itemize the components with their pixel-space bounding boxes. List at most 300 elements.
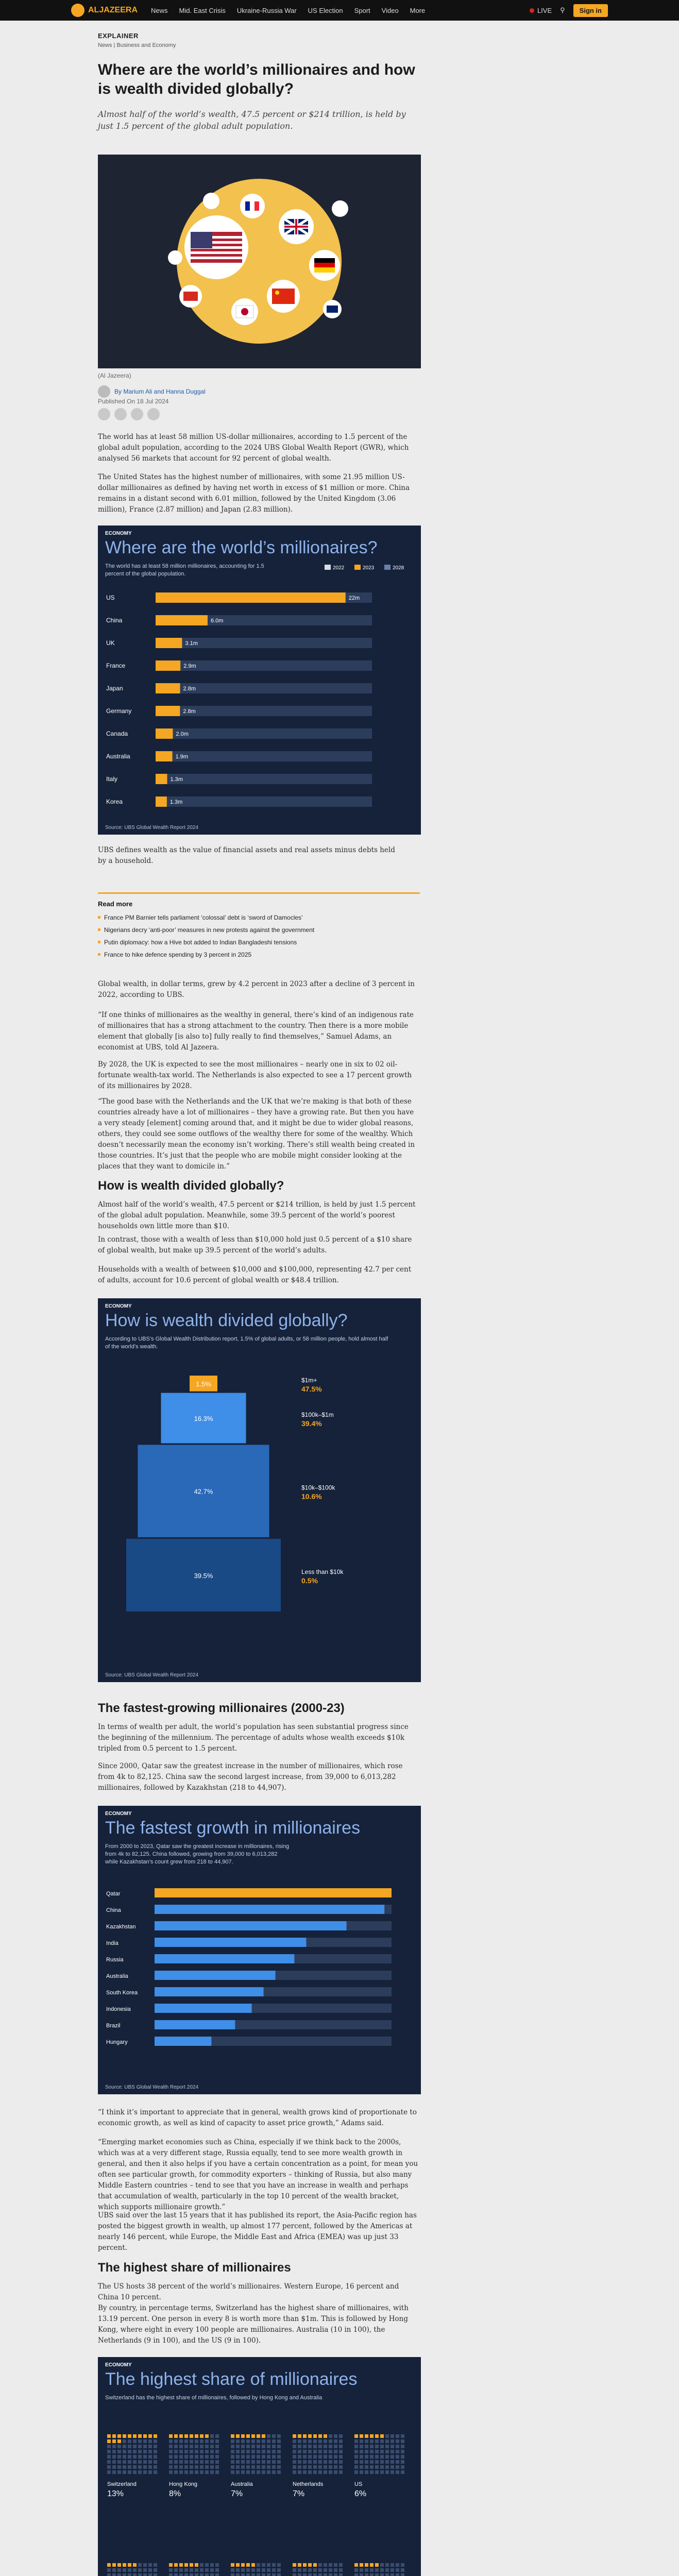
share-cell <box>354 2465 358 2469</box>
share-cell <box>143 2445 147 2448</box>
share-cell <box>190 2450 193 2453</box>
share-cell <box>246 2568 250 2572</box>
bar-value-label: 1.9m <box>175 754 189 760</box>
share-cell <box>318 2470 322 2474</box>
share-cell <box>154 2439 157 2443</box>
share-cell <box>236 2455 240 2459</box>
share-cell <box>354 2568 358 2572</box>
nav-item[interactable]: Video <box>381 6 399 14</box>
share-cell <box>339 2470 343 2474</box>
share-cell <box>184 2434 188 2438</box>
share-cell <box>133 2450 137 2453</box>
share-cell <box>365 2573 368 2576</box>
share-cell <box>231 2573 234 2576</box>
share-cell <box>174 2434 178 2438</box>
infographic-title: The highest share of millionaires <box>105 2369 358 2389</box>
share-cell <box>251 2470 255 2474</box>
share-cell <box>154 2450 157 2453</box>
share-cell <box>107 2460 111 2464</box>
share-cell <box>107 2573 111 2576</box>
share-country-label: Hong Kong <box>169 2481 198 2487</box>
share-cell <box>112 2434 116 2438</box>
share-cell <box>241 2450 245 2453</box>
infographic-highest-share <box>98 2357 421 2576</box>
share-cell <box>210 2465 214 2469</box>
bar <box>155 1888 392 1897</box>
share-cell <box>231 2434 234 2438</box>
related-title: Read more <box>98 900 133 908</box>
share-cell <box>272 2455 276 2459</box>
share-cell <box>257 2573 260 2576</box>
share-cell <box>303 2439 307 2443</box>
share-cell <box>308 2465 312 2469</box>
byline <box>98 385 206 398</box>
live-label: LIVE <box>537 6 552 14</box>
nav-item[interactable]: US Election <box>308 6 343 14</box>
share-cell <box>324 2445 327 2448</box>
share-cell <box>169 2450 173 2453</box>
nav-item[interactable]: News <box>151 6 168 14</box>
bar-category-label: China <box>106 617 123 624</box>
share-cell <box>396 2445 399 2448</box>
share-cell <box>205 2568 209 2572</box>
bar-category-label: Italy <box>106 775 118 783</box>
bar-value-label: 1.3m <box>169 799 183 805</box>
share-cell <box>365 2465 368 2469</box>
share-cell <box>190 2439 193 2443</box>
infographic-subtitle: Switzerland has the highest share of millionaires, followed by Hong Kong and Australia <box>105 2395 322 2401</box>
brand-name: ALJAZEERA <box>88 6 138 14</box>
share-cell <box>148 2434 152 2438</box>
share-cell <box>329 2568 332 2572</box>
body-paragraph: “If one thinks of millionaires as the wealthy in general, there’s kind of an indigenous rate of millionaires that has a strong attachment to the country. Then there is a more mobile element that globally [is also to] fully really to find themselves,” Samuel Adams, an economist at UBS, told Al Jazeera. <box>98 1011 414 1052</box>
share-cell <box>143 2450 147 2453</box>
share-cell <box>298 2445 301 2448</box>
share-cell <box>375 2450 379 2453</box>
share-cell <box>138 2434 142 2438</box>
share-cell <box>117 2434 121 2438</box>
share-cell <box>277 2455 281 2459</box>
share-cell <box>138 2455 142 2459</box>
share-cell <box>148 2460 152 2464</box>
share-cell <box>117 2568 121 2572</box>
related-link[interactable]: Putin diplomacy: how a Hive bot added to Indian Bangladeshi tensions <box>98 936 420 948</box>
bar-chart <box>98 526 421 835</box>
bar-category-label: Canada <box>106 730 128 737</box>
share-cell <box>174 2563 178 2567</box>
share-cell <box>236 2465 240 2469</box>
share-cell <box>107 2568 111 2572</box>
page-title: Where are the world’s millionaires and how is wealth divided globally? <box>98 61 415 97</box>
related-link[interactable]: France to hike defence spending by 3 percent in 2025 <box>98 948 420 961</box>
bar <box>155 2020 235 2029</box>
share-cell <box>401 2445 404 2448</box>
share-cell <box>303 2434 307 2438</box>
pyramid-level-label: $100k–$1m <box>301 1411 334 1418</box>
live-link[interactable] <box>530 7 552 14</box>
share-cell <box>241 2568 245 2572</box>
share-cell <box>190 2434 193 2438</box>
share-cell <box>401 2434 404 2438</box>
share-cell <box>380 2573 384 2576</box>
share-cell <box>293 2439 296 2443</box>
share-cell <box>133 2465 137 2469</box>
share-cell <box>184 2450 188 2453</box>
share-cell <box>241 2465 245 2469</box>
related-link[interactable]: Nigerians decry ‘anti-poor’ measures in new protests against the government <box>98 924 420 936</box>
share-cell <box>123 2470 126 2474</box>
share-cell <box>267 2445 270 2448</box>
share-cell <box>128 2470 131 2474</box>
share-cell <box>385 2568 389 2572</box>
share-cell <box>257 2563 260 2567</box>
share-cell <box>308 2460 312 2464</box>
pyramid-wealth-share: 0.5% <box>301 1576 318 1585</box>
share-cell <box>380 2455 384 2459</box>
share-cell <box>396 2439 399 2443</box>
share-cell <box>123 2439 126 2443</box>
share-cell <box>318 2563 322 2567</box>
share-cell <box>298 2470 301 2474</box>
share-cell <box>334 2568 337 2572</box>
share-cell <box>257 2568 260 2572</box>
share-cell <box>396 2455 399 2459</box>
share-country-label: Australia <box>231 2481 253 2487</box>
share-cell <box>200 2455 203 2459</box>
infographic-title: Where are the world’s millionaires? <box>105 538 378 557</box>
share-cell <box>298 2573 301 2576</box>
share-cell <box>107 2445 111 2448</box>
share-cell <box>375 2568 379 2572</box>
share-cell <box>385 2465 389 2469</box>
share-cell <box>329 2465 332 2469</box>
share-cell <box>107 2465 111 2469</box>
share-cell <box>205 2434 209 2438</box>
share-cell <box>179 2434 183 2438</box>
share-cell <box>215 2460 219 2464</box>
share-cell <box>370 2434 374 2438</box>
share-cell <box>375 2573 379 2576</box>
share-cell <box>123 2434 126 2438</box>
share-cell <box>257 2455 260 2459</box>
share-cell <box>117 2465 121 2469</box>
share-cell <box>257 2460 260 2464</box>
share-cell <box>251 2434 255 2438</box>
share-cell <box>205 2455 209 2459</box>
share-cell <box>385 2573 389 2576</box>
growth-bar-chart <box>98 1806 421 2094</box>
share-cell <box>112 2445 116 2448</box>
search-icon[interactable]: ⚲ <box>560 6 565 14</box>
body-paragraph: UBS defines wealth as the value of financial assets and real assets minus debts held by a household. <box>98 846 395 865</box>
share-cell <box>169 2470 173 2474</box>
share-cell <box>154 2573 157 2576</box>
share-cell <box>200 2450 203 2453</box>
share-cell <box>277 2465 281 2469</box>
share-cell <box>293 2563 296 2567</box>
bar <box>155 1905 384 1914</box>
infographic-wealth-pyramid <box>98 1298 421 1682</box>
share-cell <box>318 2460 322 2464</box>
share-cell <box>262 2455 265 2459</box>
share-cell <box>123 2455 126 2459</box>
share-cell <box>365 2470 368 2474</box>
nav-item[interactable]: More <box>410 6 426 14</box>
share-cell <box>339 2439 343 2443</box>
share-cell <box>138 2460 142 2464</box>
share-cell <box>154 2455 157 2459</box>
share-cell <box>370 2573 374 2576</box>
infographic-millionaires-by-country <box>98 526 421 835</box>
share-cell <box>148 2568 152 2572</box>
share-cell <box>231 2450 234 2453</box>
top-navigation-bar <box>0 0 679 21</box>
share-cell <box>272 2434 276 2438</box>
share-cell <box>128 2563 131 2567</box>
pyramid-level-label: Less than $10k <box>301 1568 344 1575</box>
share-cell <box>313 2470 317 2474</box>
share-cell <box>303 2460 307 2464</box>
share-cell <box>303 2470 307 2474</box>
brand-logo[interactable] <box>71 4 138 17</box>
x-share-icon[interactable] <box>114 408 127 420</box>
share-cell <box>123 2573 126 2576</box>
share-cell <box>231 2568 234 2572</box>
share-cell <box>133 2470 137 2474</box>
share-cell <box>231 2465 234 2469</box>
share-cell <box>246 2563 250 2567</box>
share-cell <box>190 2573 193 2576</box>
share-cell <box>241 2434 245 2438</box>
share-cell <box>205 2445 209 2448</box>
share-cell <box>148 2455 152 2459</box>
share-cell <box>123 2563 126 2567</box>
share-cell <box>107 2455 111 2459</box>
share-cell <box>401 2470 404 2474</box>
bar-value-label: 6.0m <box>210 618 224 624</box>
share-cell <box>303 2450 307 2453</box>
share-cell <box>365 2568 368 2572</box>
share-cell <box>380 2470 384 2474</box>
share-cell <box>365 2439 368 2443</box>
share-cell <box>391 2470 394 2474</box>
share-cell <box>174 2465 178 2469</box>
share-cell <box>298 2455 301 2459</box>
share-cell <box>133 2568 137 2572</box>
facebook-share-icon[interactable] <box>98 408 110 420</box>
nav-item[interactable]: Mid. East Crisis <box>179 6 226 14</box>
bar <box>155 1987 264 1996</box>
share-cell <box>231 2439 234 2443</box>
share-cell <box>190 2568 193 2572</box>
share-cell <box>391 2439 394 2443</box>
section-heading: The fastest-growing millionaires (2000-23) <box>98 1701 345 1715</box>
share-cell <box>179 2460 183 2464</box>
share-cell <box>128 2465 131 2469</box>
share-cell <box>329 2445 332 2448</box>
share-cell <box>179 2470 183 2474</box>
share-cell <box>128 2573 131 2576</box>
share-cell <box>391 2450 394 2453</box>
bar <box>155 1971 276 1980</box>
share-value-label: 7% <box>231 2489 243 2498</box>
bar <box>156 638 182 648</box>
share-cell <box>138 2573 142 2576</box>
share-cell <box>313 2445 317 2448</box>
bar <box>156 683 180 693</box>
article-kicker: EXPLAINER <box>98 32 139 40</box>
share-cell <box>277 2460 281 2464</box>
share-cell <box>128 2568 131 2572</box>
share-cell <box>241 2460 245 2464</box>
share-cell <box>272 2460 276 2464</box>
infographic-subtitle: According to UBS’s Global Wealth Distribution report, 1.5% of global adults, or 58 million people, hold almost half of the world’s wealth. <box>105 1336 388 1350</box>
share-cell <box>298 2434 301 2438</box>
pyramid-wealth-share: 39.4% <box>301 1419 322 1428</box>
share-cell <box>174 2455 178 2459</box>
share-cell <box>303 2465 307 2469</box>
share-cell <box>293 2445 296 2448</box>
share-cell <box>257 2434 260 2438</box>
share-cell <box>318 2445 322 2448</box>
related-link[interactable]: France PM Barnier tells parliament ‘colossal’ debt is ‘sword of Damocles’ <box>98 911 420 924</box>
share-cell <box>210 2568 214 2572</box>
share-cell <box>293 2470 296 2474</box>
share-value-label: 7% <box>293 2489 305 2498</box>
share-cell <box>190 2470 193 2474</box>
share-cell <box>128 2460 131 2464</box>
pyramid-adults-share: 42.7% <box>194 1487 213 1496</box>
sign-in-button[interactable]: Sign in <box>573 4 608 17</box>
share-cell <box>298 2439 301 2443</box>
share-cell <box>112 2450 116 2453</box>
share-cell <box>231 2455 234 2459</box>
share-cell <box>375 2455 379 2459</box>
share-country-label: US <box>354 2481 363 2487</box>
body-paragraph: By 2028, the UK is expected to see the most millionaires – nearly one in six to 02 oil-fortunate wealth-tax world. The Netherlands is also expected to see a 17 percent growth of its millionaires by 2028. <box>98 1060 412 1090</box>
share-cell <box>246 2445 250 2448</box>
share-cell <box>246 2470 250 2474</box>
share-cell <box>370 2460 374 2464</box>
share-cell <box>354 2563 358 2567</box>
share-cell <box>200 2460 203 2464</box>
share-cell <box>210 2445 214 2448</box>
whatsapp-share-icon[interactable] <box>131 408 143 420</box>
bar-category-label: India <box>106 1940 118 1946</box>
share-cell <box>391 2568 394 2572</box>
body-paragraph: Global wealth, in dollar terms, grew by 4.2 percent in 2023 after a decline of 3 percent in 2022, according to UBS. <box>98 980 415 999</box>
share-cell <box>401 2563 404 2567</box>
related-links <box>98 892 420 961</box>
share-cell <box>380 2445 384 2448</box>
share-cell <box>354 2470 358 2474</box>
copy-link-icon[interactable] <box>147 408 160 420</box>
share-cell <box>215 2450 219 2453</box>
share-cell <box>380 2450 384 2453</box>
share-cell <box>262 2460 265 2464</box>
infographic-source: Source: UBS Global Wealth Report 2024 <box>105 1672 199 1678</box>
share-cell <box>354 2455 358 2459</box>
share-cell <box>262 2573 265 2576</box>
share-cell <box>143 2563 147 2567</box>
share-cell <box>251 2439 255 2443</box>
pyramid-adults-share: 1.5% <box>196 1380 211 1388</box>
share-cell <box>257 2445 260 2448</box>
share-cell <box>138 2450 142 2453</box>
share-cell <box>143 2465 147 2469</box>
share-cell <box>117 2470 121 2474</box>
share-cell <box>236 2450 240 2453</box>
author-names[interactable]: By Marium Ali and Hanna Duggal <box>114 388 206 395</box>
bar <box>156 706 180 716</box>
share-cell <box>117 2450 121 2453</box>
share-cell <box>128 2455 131 2459</box>
hero-image <box>98 155 421 368</box>
share-cell <box>117 2573 121 2576</box>
bar-category-label: US <box>106 594 115 601</box>
share-cell <box>401 2439 404 2443</box>
share-cell <box>339 2445 343 2448</box>
share-cell <box>200 2434 203 2438</box>
share-cell <box>360 2455 363 2459</box>
share-cell <box>200 2573 203 2576</box>
share-cell <box>128 2450 131 2453</box>
share-cell <box>169 2439 173 2443</box>
share-cell <box>107 2439 111 2443</box>
share-cell <box>293 2460 296 2464</box>
publish-date: Published On 18 Jul 2024 <box>98 398 169 405</box>
share-cell <box>293 2455 296 2459</box>
bar-category-label: Hungary <box>106 2039 128 2045</box>
share-cell <box>396 2568 399 2572</box>
share-cell <box>262 2465 265 2469</box>
share-cell <box>313 2568 317 2572</box>
bar-category-label: UK <box>106 639 115 647</box>
share-cell <box>148 2470 152 2474</box>
share-cell <box>385 2445 389 2448</box>
share-cell <box>385 2460 389 2464</box>
share-cell <box>112 2563 116 2567</box>
share-cell <box>251 2455 255 2459</box>
share-cell <box>179 2568 183 2572</box>
nav-item[interactable]: Ukraine-Russia War <box>236 6 297 14</box>
share-cell <box>148 2573 152 2576</box>
share-cell <box>143 2460 147 2464</box>
share-cell <box>179 2465 183 2469</box>
infographic-subtitle: The world has at least 58 million millionaires, accounting for 1.5 percent of the global population. <box>105 563 264 577</box>
share-cell <box>293 2568 296 2572</box>
share-cell <box>365 2450 368 2453</box>
share-cell <box>205 2470 209 2474</box>
nav-item[interactable]: Sport <box>354 6 370 14</box>
share-cell <box>195 2470 198 2474</box>
pyramid-wealth-share: 47.5% <box>301 1384 322 1393</box>
share-cell <box>370 2445 374 2448</box>
share-cell <box>112 2568 116 2572</box>
breadcrumb[interactable]: News | Business and Economy <box>98 42 176 48</box>
share-cell <box>354 2439 358 2443</box>
share-cell <box>236 2563 240 2567</box>
share-cell <box>154 2465 157 2469</box>
share-cell <box>200 2568 203 2572</box>
share-cell <box>267 2465 270 2469</box>
share-cell <box>210 2573 214 2576</box>
share-cell <box>334 2439 337 2443</box>
share-cell <box>380 2439 384 2443</box>
infographic-tag: ECONOMY <box>105 531 132 536</box>
wealth-pyramid-chart <box>98 1298 421 1682</box>
infographic-title: How is wealth divided globally? <box>105 1311 348 1330</box>
